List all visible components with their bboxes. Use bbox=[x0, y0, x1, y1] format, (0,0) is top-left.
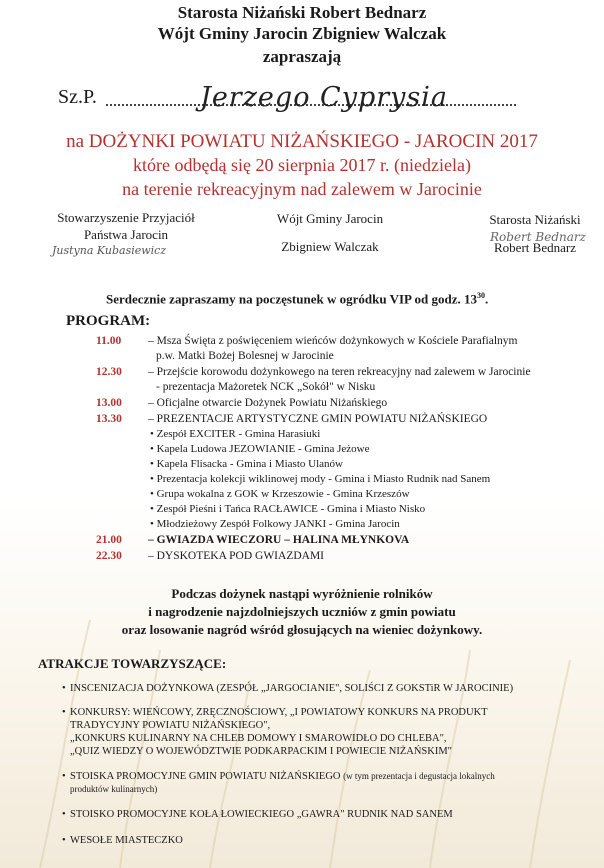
signature-left-handwriting: Justyna Kubasiewicz bbox=[52, 244, 167, 257]
recipient-name: Jerzego Cyprysia bbox=[200, 82, 448, 113]
attraction-text: „QUIZ WIEDZY O WOJEWÓDZTWIE PODKARPACKIM I POWIECIE NIŻAŃSKIM" bbox=[70, 746, 452, 757]
closing-line-2: i nagrodzenie najzdolniejszych uczniów z gmin powiatu bbox=[148, 604, 456, 619]
program-time: 11.00 bbox=[96, 335, 122, 347]
signature-block-left bbox=[36, 209, 216, 243]
attraction-item bbox=[62, 682, 514, 695]
signature-left-line1: Stowarzyszenie Przyjaciół bbox=[57, 210, 195, 225]
bullet-icon: • bbox=[62, 683, 66, 694]
bullet-icon: • bbox=[62, 771, 66, 782]
event-date-line: które odbędą się 20 sierpnia 2017 r. (niedziela) bbox=[133, 155, 471, 175]
vip-invite-line bbox=[106, 291, 488, 307]
signature-right-line2: Robert Bednarz bbox=[494, 240, 576, 255]
signature-left-line2: Państwa Jarocin bbox=[83, 227, 169, 242]
attraction-note-continued: produktów kulinarnych) bbox=[70, 784, 158, 794]
program-text: – Msza Święta z poświęceniem wieńców dożynkowych w Kościele Parafialnym bbox=[148, 335, 518, 347]
program-text: – PREZENTACJE ARTYSTYCZNE GMIN POWIATU NIŻAŃSKIEGO bbox=[148, 413, 488, 425]
program-text-continued: p.w. Matki Bożej Bolesnej w Jarocinie bbox=[156, 350, 334, 362]
program-text: – Przejście korowodu dożynkowego na teren rekreacyjny nad zalewem w Jarocinie bbox=[148, 366, 531, 378]
vip-invite-end: . bbox=[484, 291, 489, 307]
attraction-item bbox=[62, 770, 495, 796]
program-time: 13.30 bbox=[96, 413, 122, 425]
signature-block-middle bbox=[245, 210, 415, 256]
closing-line-1: Podczas dożynek nastąpi wyróżnienie rolników bbox=[171, 586, 433, 601]
performer-item: • Grupa wokalna z GOK w Krzeszowie - Gmina Krzeszów bbox=[150, 488, 410, 500]
attraction-item bbox=[62, 834, 183, 847]
performer-item: • Młodzieżowy Zespół Folkowy JANKI - Gmina Jarocin bbox=[150, 518, 400, 530]
recipient-label: Sz.P. bbox=[58, 86, 97, 108]
program-heading: PROGRAM: bbox=[66, 313, 151, 329]
closing-line-3: oraz losowanie nagród wśród głosujących na wieniec dożynkowy. bbox=[121, 622, 483, 637]
performer-item: • Kapela Ludowa JEZOWIANIE - Gmina Jeżowe bbox=[150, 443, 370, 455]
bullet-icon: • bbox=[62, 835, 66, 846]
header-line-wojt: Wójt Gminy Jarocin Zbigniew Walczak bbox=[157, 24, 447, 43]
performer-item: • Zespół Pieśni i Tańca RACŁAWICE - Gmina i Miasto Nisko bbox=[150, 503, 426, 515]
attraction-note: (w tym prezentacja i degustacja lokalnych bbox=[343, 771, 495, 781]
event-title-prefix: na bbox=[66, 131, 89, 152]
attraction-item bbox=[62, 706, 488, 758]
header-line-zapraszaja: zapraszają bbox=[262, 47, 342, 66]
event-place-line: na terenie rekreacyjnym nad zalewem w Jarocinie bbox=[122, 179, 482, 199]
program-time: 13.00 bbox=[96, 397, 122, 409]
attraction-text: STOISKO PROMOCYJNE KOŁA ŁOWIECKIEGO „GAWRA" RUDNIK NAD SANEM bbox=[70, 809, 453, 820]
program-text: – GWIAZDA WIECZORU – HALINA MŁYNKOVA bbox=[148, 534, 410, 546]
header-line-starosta: Starosta Niżański Robert Bednarz bbox=[177, 3, 427, 22]
signature-mid-line1: Wójt Gminy Jarocin bbox=[276, 211, 384, 226]
bullet-icon: • bbox=[62, 809, 66, 820]
signature-mid-line2: Zbigniew Walczak bbox=[281, 239, 379, 254]
attraction-item bbox=[62, 808, 453, 821]
attraction-text: „KONKURS KULINARNY NA CHLEB DOMOWY I SMAROWIDŁO DO CHLEBA", bbox=[70, 733, 447, 744]
event-title bbox=[0, 131, 604, 153]
attractions-heading: ATRAKCJE TOWARZYSZĄCE: bbox=[38, 656, 227, 671]
attraction-text: INSCENIZACJA DOŻYNKOWA (ZESPÓŁ „JARGOCIANIE", SOLIŚCI Z GOKSTiR W JAROCINIE) bbox=[70, 683, 514, 694]
performer-item: • Kapela Flisacka - Gmina i Miasto Ulanów bbox=[150, 458, 343, 470]
attraction-text: WESOŁE MIASTECZKO bbox=[70, 835, 183, 846]
attraction-text: TRADYCYJNY POWIATU NIŻAŃSKIEGO", bbox=[70, 720, 271, 731]
event-title-name: DOŻYNKI POWIATU NIŻAŃSKIEGO - JAROCIN 2017 bbox=[88, 131, 538, 152]
performer-item: • Prezentacja kolekcji wiklinowej mody - Gmina i Miasto Rudnik nad Sanem bbox=[150, 473, 491, 485]
program-time: 12.30 bbox=[96, 366, 122, 378]
vip-invite-text: Serdecznie zapraszamy na poczęstunek w ogródku VIP od godz. 13 bbox=[106, 291, 477, 307]
attraction-text: KONKURSY: WIEŃCOWY, ZRĘCZNOŚCIOWY, „I POWIATOWY KONKURS NA PRODUKT bbox=[70, 707, 488, 718]
program-time: 22.30 bbox=[96, 550, 122, 562]
program-text: – Oficjalne otwarcie Dożynek Powiatu Niżańskiego bbox=[148, 397, 388, 409]
performer-item: • Zespół EXCITER - Gmina Harasiuki bbox=[150, 428, 321, 440]
vip-invite-minutes: 30 bbox=[476, 291, 485, 300]
program-time: 21.00 bbox=[96, 534, 122, 546]
bullet-icon: • bbox=[62, 707, 66, 718]
program-text-continued: - prezentacja Mażoretek NCK „Sokół" w Nisku bbox=[156, 381, 376, 393]
signature-right-line1: Starosta Niżański bbox=[489, 212, 581, 227]
program-text: – DYSKOTEKA POD GWIAZDAMI bbox=[148, 550, 325, 562]
signature-right-handwriting: Robert Bednarz bbox=[490, 230, 586, 244]
attraction-text: STOISKA PROMOCYJNE GMIN POWIATU NIŻAŃSKIEGO bbox=[70, 771, 341, 782]
